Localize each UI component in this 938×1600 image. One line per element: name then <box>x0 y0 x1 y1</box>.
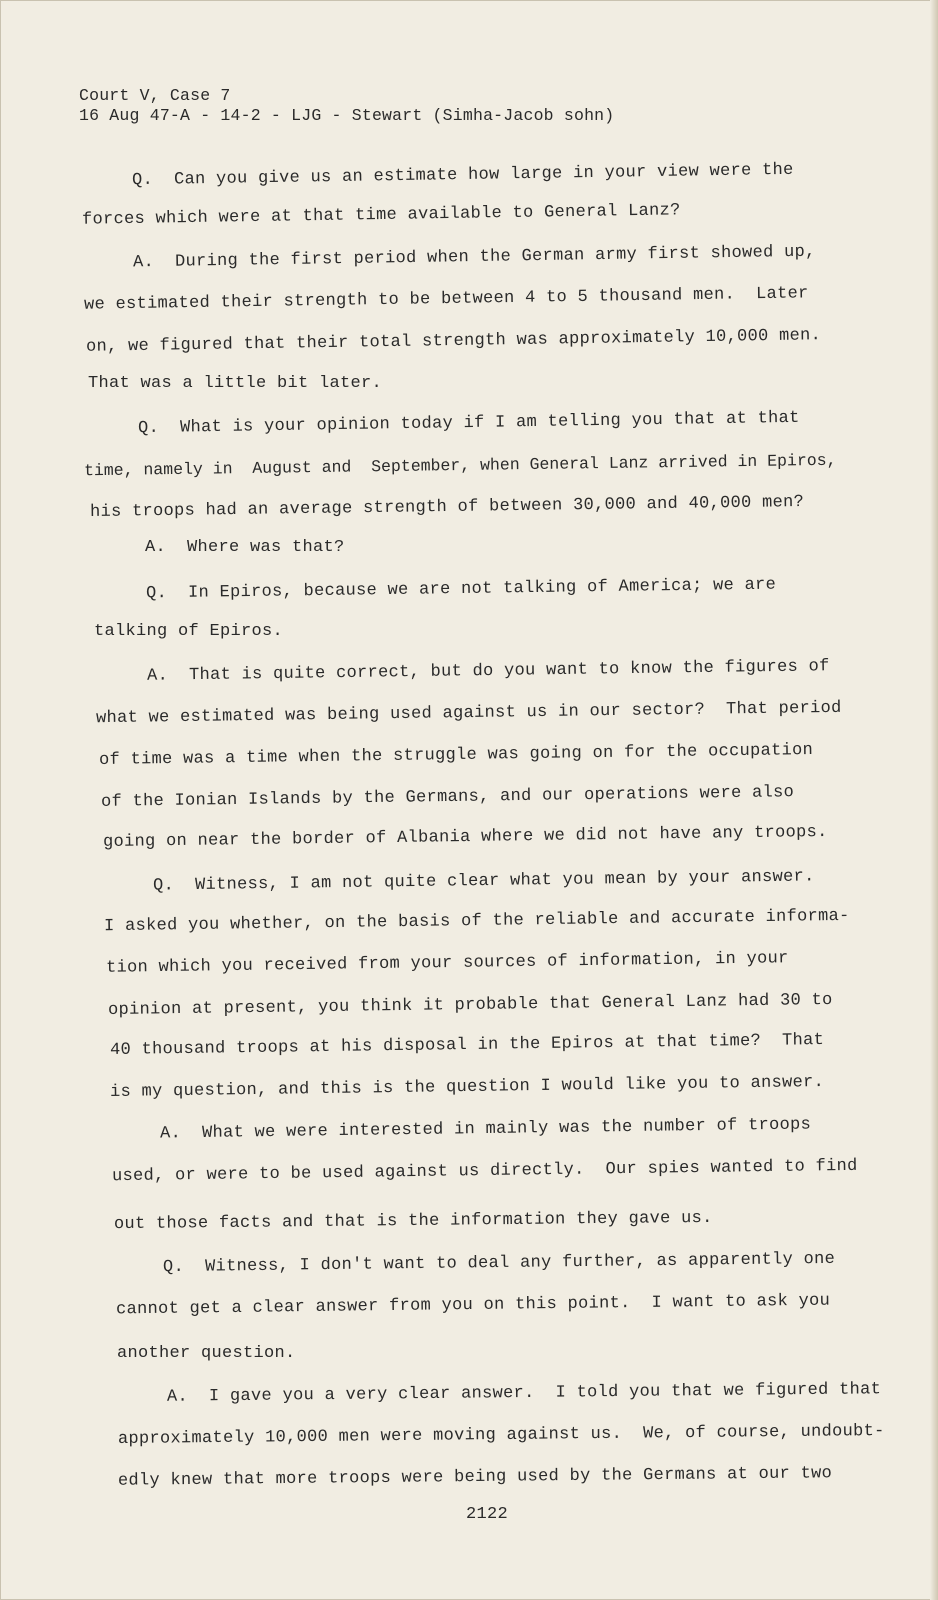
transcript-line: approximately 10,000 men were moving against us. We, of course, undoubt- <box>117 1421 885 1450</box>
transcript-line: I asked you whether, on the basis of the reliable and accurate informa- <box>103 906 850 937</box>
transcript-line: talking of Epiros. <box>94 622 284 641</box>
header-session: 16 Aug 47-A - 14-2 - LJG - Stewart (Simha-Jacob sohn) <box>79 106 615 125</box>
transcript-line: used, or were to be used against us directly. Our spies wanted to find <box>111 1156 858 1187</box>
header-case: Court V, Case 7 <box>79 86 231 105</box>
transcript-line: of the Ionian Islands by the Germans, and our operations were also <box>100 783 795 812</box>
transcript-line: edly knew that more troops were being used by the Germans at our two <box>117 1464 833 1491</box>
transcript-line: A. Where was that? <box>145 538 345 557</box>
transcript-line: his troops had an average strength of between 30,000 and 40,000 men? <box>89 493 805 522</box>
page-edge <box>930 0 938 1600</box>
transcript-line: A. That is quite correct, but do you want to know the figures of <box>146 657 830 686</box>
transcript-line: 40 thousand troops at his disposal in the Epiros at that time? That <box>109 1031 825 1060</box>
transcript-line: time, namely in August and September, when General Lanz arrived in Epiros, <box>83 450 837 481</box>
transcript-line: forces which were at that time available to General Lanz? <box>81 201 681 230</box>
transcript-line: another question. <box>117 1344 296 1363</box>
transcript-line: opinion at present, you think it probable that General Lanz had 30 to <box>107 990 833 1021</box>
transcript-line: on, we figured that their total strength was approximately 10,000 men. <box>85 326 822 357</box>
transcript-line: cannot get a clear answer from you on this point. I want to ask you <box>115 1291 831 1320</box>
page-number: 2122 <box>466 1505 509 1524</box>
transcript-line: tion which you received from your sources of information, in your <box>105 949 789 978</box>
transcript-line: Q. What is your opinion today if I am telling you that at that <box>137 408 800 439</box>
transcript-line: what we estimated was being used against us in our sector? That period <box>95 698 842 729</box>
transcript-line: we estimated their strength to be between 4 to 5 thousand men. Later <box>83 284 809 315</box>
transcript-line: is my question, and this is the question I would like you to answer. <box>109 1073 825 1102</box>
page-header <box>79 86 614 126</box>
transcript-line: Q. Can you give us an estimate how large in your view were the <box>131 160 794 191</box>
transcript-line: of time was a time when the struggle was going on for the occupation <box>98 741 814 770</box>
transcript-line: That was a little bit later. <box>88 374 383 393</box>
transcript-line: Q. In Epiros, because we are not talking of America; we are <box>145 575 777 604</box>
transcript-line: A. I gave you a very clear answer. I told you that we figured that <box>166 1380 882 1407</box>
transcript-line: going on near the border of Albania where we did not have any troops. <box>102 822 828 853</box>
transcript-line: A. What we were interested in mainly was the number of troops <box>159 1115 812 1144</box>
transcript-line: Q. Witness, I don't want to deal any further, as apparently one <box>162 1249 836 1278</box>
transcript-line: Q. Witness, I am not quite clear what you mean by your answer. <box>152 867 815 896</box>
transcript-line: out those facts and that is the information they gave us. <box>113 1208 713 1235</box>
transcript-line: A. During the first period when the German army first showed up, <box>132 242 816 273</box>
